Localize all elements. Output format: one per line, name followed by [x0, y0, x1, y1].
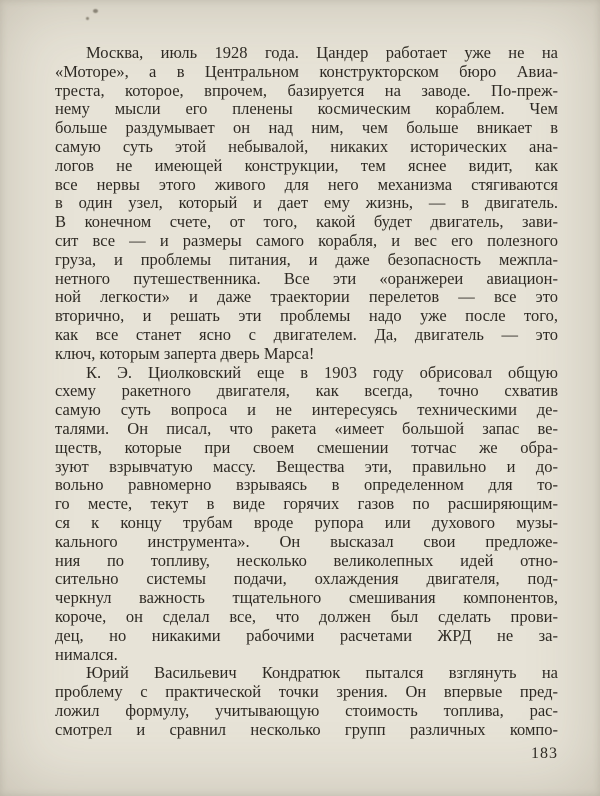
text-line: смотрел и сравнил несколько групп различных компо-: [55, 719, 558, 739]
text-line: проблему с практической точки зрения. Он впервые пред-: [55, 682, 558, 702]
text-line: как все станет ясно с двигателем. Да, двигатель — это: [55, 324, 558, 344]
text-line: нимался.: [55, 644, 118, 664]
text-line: го месте, текут в виде горячих газов по расширяющим-: [55, 494, 558, 514]
text-line: груза, и проблемы питания, и даже безопасность межпла-: [55, 249, 558, 269]
text-line: ния по топливу, несколько великолепных идей отно-: [55, 550, 558, 570]
text-line: больше раздумывает он над ним, чем больше вникает в: [55, 118, 558, 138]
scan-speck-artifact: [93, 9, 98, 13]
page-number: 183: [531, 745, 558, 762]
text-line: самую суть этой небывалой, никаких исторических ана-: [55, 136, 558, 156]
text-line: дец, но никакими рабочими расчетами ЖРД не за-: [55, 625, 558, 645]
text-line: талями. Он писал, что ракета «имеет большой запас ве-: [55, 418, 558, 438]
text-line: вторично, и решать эти проблемы надо уже после того,: [55, 306, 558, 326]
text-line: вольно равномерно взрываясь в определенном для то-: [55, 475, 558, 495]
paragraph: [55, 664, 558, 739]
text-line: нему мысли его пленены космическим кораблем. Чем: [55, 99, 558, 119]
text-line: сит все — и размеры самого корабля, и вес его полезного: [55, 230, 558, 250]
text-line: нетного путешественника. Все эти «оранжереи авиацион-: [55, 268, 558, 288]
text-line: короче, он сделал все, что должен был сделать прови-: [55, 606, 558, 626]
text-line: треста, которое, впрочем, базируется на заводе. По-преж-: [55, 80, 558, 100]
scan-speck-artifact: [86, 17, 89, 20]
text-line: «Моторе», а в Центральном конструкторском бюро Авиа-: [55, 61, 558, 81]
text-line: все нервы этого живого для него механизма стягиваются: [55, 174, 558, 194]
paragraph: [55, 364, 558, 665]
text-line: ложил формулу, учитывающую стоимость топлива, рас-: [55, 700, 558, 720]
text-block: [55, 44, 558, 739]
paragraph: [55, 44, 558, 364]
text-line: сительно системы подачи, охлаждения двигателя, под-: [55, 569, 558, 589]
text-line: ществ, которые при своем смешении тотчас же обра-: [55, 437, 558, 457]
text-line: зуют взрывчатую массу. Вещества эти, правильно и до-: [55, 456, 558, 476]
text-line: ной легкости» и даже траектории перелетов — все это: [55, 287, 558, 307]
text-line: схему ракетного двигателя, как всегда, точно схватив: [55, 381, 558, 401]
text-line: В конечном счете, от того, какой будет двигатель, зави-: [55, 212, 558, 232]
text-line: ключ, которым заперта дверь Марса!: [55, 343, 315, 363]
text-line: Москва, июль 1928 года. Цандер работает уже не на: [86, 43, 558, 62]
text-line: логов не имеющей конструкции, тем яснее видит, как: [55, 155, 558, 175]
text-line: самую суть вопроса и не интересуясь техническими де-: [55, 400, 558, 420]
text-line: черкнул важность тщательного смешивания компонентов,: [55, 588, 558, 608]
text-line: кального инструмента». Он высказал свои предложе-: [55, 531, 558, 551]
text-line: Юрий Васильевич Кондратюк пытался взглянуть на: [86, 663, 558, 683]
text-line: ся к концу трубам вроде рупора или духового музы-: [55, 512, 558, 532]
text-line: в один узел, который и дает ему жизнь, — в двигатель.: [55, 193, 558, 213]
text-line: К. Э. Циолковский еще в 1903 году обрисовал общую: [86, 362, 558, 382]
